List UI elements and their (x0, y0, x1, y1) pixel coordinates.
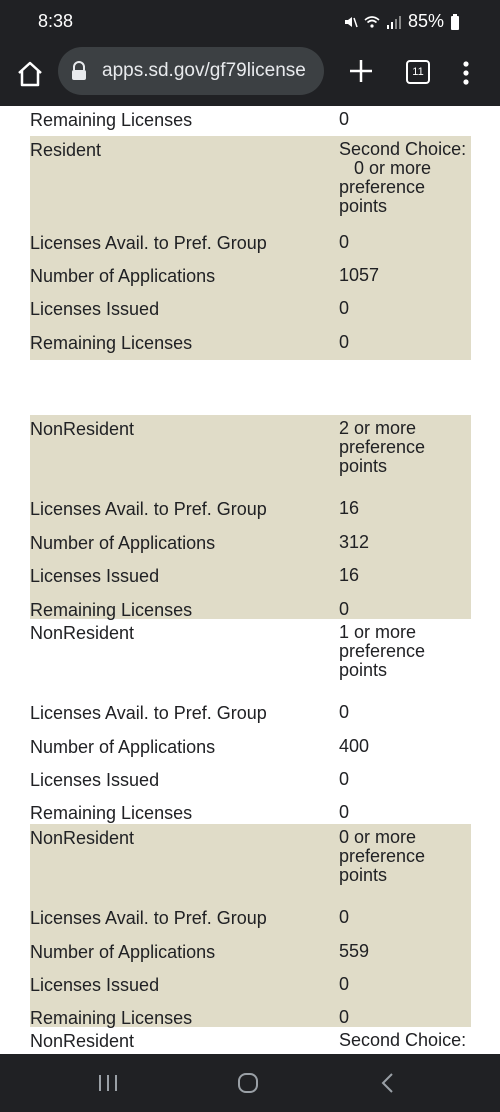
home-button-icon[interactable] (228, 1070, 268, 1096)
status-bar (0, 0, 500, 44)
row-label: NonResident (30, 623, 135, 643)
row-value: 400 (339, 736, 370, 756)
row-label: Remaining Licenses (30, 110, 193, 130)
row-value: 0 or more preference points (339, 827, 426, 885)
tab-count: 11 (412, 66, 424, 78)
row-label: Number of Applications (30, 942, 216, 962)
table-row (30, 329, 471, 360)
table-row (30, 262, 471, 295)
table-row (30, 562, 471, 596)
row-label: Licenses Issued (30, 975, 160, 995)
status-icons (342, 11, 460, 32)
table-row (30, 766, 471, 799)
row-value: 0 (339, 332, 350, 352)
row-value: 1057 (339, 265, 380, 285)
row-value: Second Choice: (339, 1030, 467, 1050)
row-label: Licenses Issued (30, 566, 160, 586)
row-value: 312 (339, 532, 370, 552)
row-value: 1 or more preference points (339, 622, 426, 680)
table-row (30, 904, 471, 938)
table-row (30, 106, 471, 136)
back-icon[interactable] (368, 1070, 408, 1096)
row-label: Remaining Licenses (30, 1008, 193, 1028)
row-label: Number of Applications (30, 533, 216, 553)
table-row (30, 529, 471, 562)
more-vert-icon[interactable] (456, 58, 476, 88)
lock-icon[interactable] (70, 61, 88, 81)
row-value: 0 (339, 974, 350, 994)
row-value: 0 (339, 769, 350, 789)
browser-toolbar (0, 44, 500, 106)
recents-icon[interactable] (88, 1070, 128, 1096)
table-row (30, 971, 471, 1004)
row-value: 0 (339, 599, 350, 619)
table-row (30, 938, 471, 971)
home-icon[interactable] (14, 58, 46, 90)
row-label: Licenses Avail. to Pref. Group (30, 908, 267, 928)
license-table (0, 106, 500, 1054)
row-value: 0 (339, 1007, 350, 1027)
wifi-icon (364, 14, 380, 30)
signal-icon (386, 14, 402, 30)
row-value: 0 (339, 232, 350, 252)
row-label: Licenses Issued (30, 770, 160, 790)
row-value: 0 (339, 702, 350, 722)
row-value: 0 (339, 802, 350, 822)
row-value: 2 or more preference points (339, 418, 426, 476)
mute-icon (342, 14, 358, 30)
row-value: 16 (339, 565, 360, 585)
table-row (30, 1027, 471, 1054)
row-label: Licenses Avail. to Pref. Group (30, 703, 267, 723)
battery-percent: 85% (407, 11, 444, 31)
table-row (30, 136, 471, 229)
table-row (30, 415, 471, 495)
table-row (30, 596, 471, 619)
table-row (30, 824, 471, 904)
tabs-icon[interactable] (406, 60, 430, 84)
row-value: 0 (339, 907, 350, 927)
row-label: Remaining Licenses (30, 803, 193, 823)
table-row (30, 733, 471, 766)
row-label: NonResident (30, 1031, 135, 1051)
row-label: Licenses Issued (30, 299, 160, 319)
address-bar[interactable] (58, 47, 324, 95)
row-label: Number of Applications (30, 266, 216, 286)
row-label: NonResident (30, 419, 135, 439)
system-nav-bar (0, 1054, 500, 1112)
clock: 8:38 (38, 11, 74, 31)
table-row (30, 295, 471, 329)
table-row (30, 799, 471, 824)
row-value: Second Choice: 0 or more preference points (339, 139, 467, 216)
row-label: NonResident (30, 828, 135, 848)
table-row (30, 699, 471, 733)
row-label: Remaining Licenses (30, 333, 193, 353)
table-row (30, 229, 471, 262)
url-text[interactable]: apps.sd.gov/gf79license (102, 60, 306, 81)
row-label: Number of Applications (30, 737, 216, 757)
row-value: 0 (339, 109, 350, 129)
row-value: 16 (339, 498, 360, 518)
row-value: 559 (339, 941, 370, 961)
table-row (30, 619, 471, 699)
row-label: Licenses Avail. to Pref. Group (30, 233, 267, 253)
battery-icon (450, 14, 460, 30)
plus-icon[interactable] (346, 56, 376, 86)
row-label: Licenses Avail. to Pref. Group (30, 499, 267, 519)
table-row (30, 495, 471, 529)
row-label: Resident (30, 140, 102, 160)
table-row (30, 1004, 471, 1027)
row-value: 0 (339, 298, 350, 318)
row-label: Remaining Licenses (30, 600, 193, 620)
